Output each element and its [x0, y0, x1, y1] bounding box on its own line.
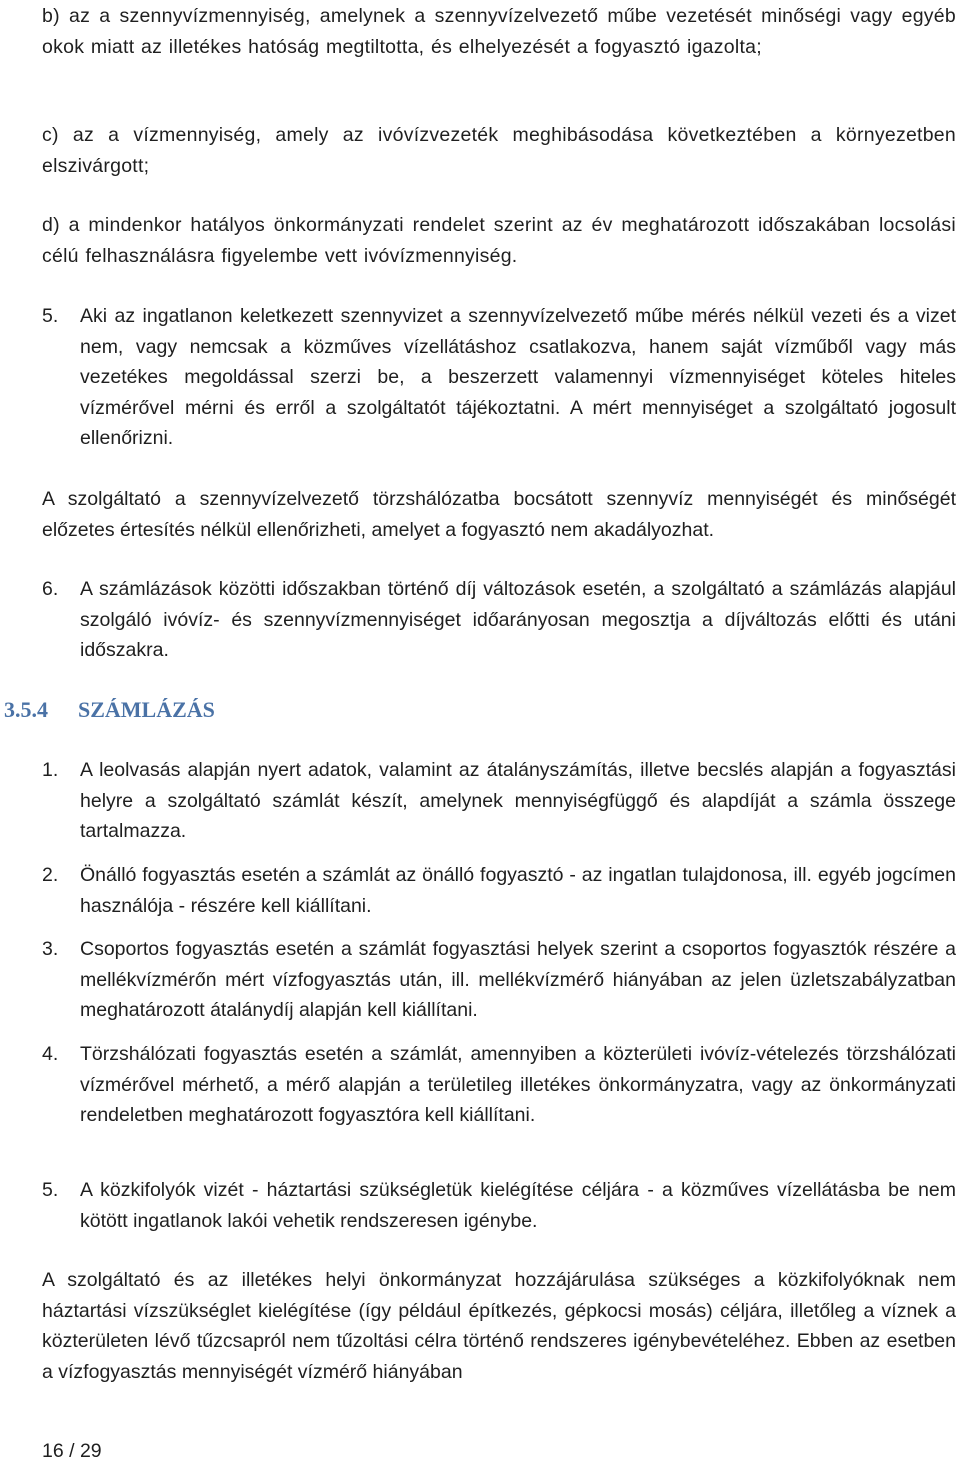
list-item-6 [42, 574, 956, 666]
list-item-text: A közkifolyók vizét - háztartási szükségletük kielégítése céljára - a közműves vízellátásba be nem kötött ingatlanok lakói vehetik rendszeresen igénybe. [80, 1179, 956, 1232]
list-item-number: 2. [42, 864, 59, 886]
list-item-text: Aki az ingatlanon keletkezett szennyvizet a szennyvízelvezető műbe mérés nélkül vezeti és a vizet nem, vagy nemcsak a közműves vízellátáshoz csatlakozva, hanem saját vízműből vagy más vezetékes megoldással szerzi be, a beszerzett valamennyi vízmennyiséget köteles hiteles vízmérővel mérni és erről a szolgáltatót tájékoztatni. A mért mennyiséget a szolgáltató jogosult ellenőrizni. [80, 305, 956, 449]
list-item [42, 860, 956, 921]
section-number: 3.5.4 [4, 697, 48, 722]
list-item-5 [42, 301, 956, 449]
list-item-text: Törzshálózati fogyasztás esetén a számlát, amennyiben a közterületi ivóvíz-vételezés törzshálózati vízmérővel mérhető, a mérő alapján a területileg illetékes önkormányzatra, vagy az önkormányzati rendeletben meghatározott fogyasztóra kell kiállítani. [80, 1043, 956, 1126]
list-item-text: Csoportos fogyasztás esetén a számlát fogyasztási helyek szerint a csoportos fogyasztók részére a mellékvízmérőn mért vízfogyasztás után, ill. mellékvízmérő hiányában az jelen üzletszabályzatban meghatározott átalánydíj alapján kell kiállítani. [80, 938, 956, 1021]
paragraph-service-check: A szolgáltató a szennyvízelvezető törzshálózatba bocsátott szennyvíz mennyiségét és minőségét előzetes értesítés nélkül ellenőrizheti, amelyet a fogyasztó nem akadályozhat. [42, 488, 956, 541]
list-item-text: A számlázások közötti időszakban történő díj változások esetén, a szolgáltató a számlázás alapjául szolgáló ivóvíz- és szennyvízmennyiséget időarányosan megosztja a díjváltozás előtti és utáni időszakra. [80, 578, 956, 661]
paragraph-public-taps: A szolgáltató és az illetékes helyi önkormányzat hozzájárulása szükséges a közkifolyóknak nem háztartási vízszükséglet kielégítése (így például építkezés, gépkocsi mosás) céljára, illetőleg a víznek a közterületen lévő tűzcsapról nem tűzoltási célra történő rendszeres igénybevételéhez. Ebben az esetben a vízfogyasztás mennyiségét vízmérő hiányában [42, 1269, 956, 1383]
list-item-number: 5. [42, 305, 59, 327]
paragraph-d: d) a mindenkor hatályos önkormányzati rendelet szerint az év meghatározott időszakában locsolási célú felhasználásra figyelembe vett ivóvízmennyiség. [42, 214, 956, 267]
list-item-number: 1. [42, 759, 59, 781]
list-item-number: 3. [42, 938, 59, 960]
list-item [42, 1039, 956, 1161]
list-item [42, 1175, 956, 1236]
list-item-number: 5. [42, 1179, 59, 1201]
list-item-number: 6. [42, 578, 59, 600]
list-item-text: Önálló fogyasztás esetén a számlát az önálló fogyasztó - az ingatlan tulajdonosa, ill. egyéb jogcímen használója - részére kell kiállítani. [80, 864, 956, 917]
page-number: 16 / 29 [42, 1440, 102, 1462]
section-heading [4, 695, 215, 725]
list-item-text: A leolvasás alapján nyert adatok, valamint az átalányszámítás, illetve becslés alapján a fogyasztási helyre a szolgáltató számlát készít, amelynek mennyiségfüggő és alapdíját a számla összege tartalmazza. [80, 759, 956, 842]
list-item [42, 755, 956, 847]
list-item-number: 4. [42, 1043, 59, 1065]
paragraph-b: b) az a szennyvízmennyiség, amelynek a szennyvízelvezető műbe vezetését minőségi vagy egyéb okok miatt az illetékes hatóság megtiltotta, és elhelyezését a fogyasztó igazolta; [42, 5, 956, 58]
section-title: SZÁMLÁZÁS [78, 697, 215, 722]
paragraph-c: c) az a vízmennyiség, amely az ivóvízvezeték meghibásodása következtében a környezetben elszivárgott; [42, 124, 956, 177]
list-item [42, 934, 956, 1026]
